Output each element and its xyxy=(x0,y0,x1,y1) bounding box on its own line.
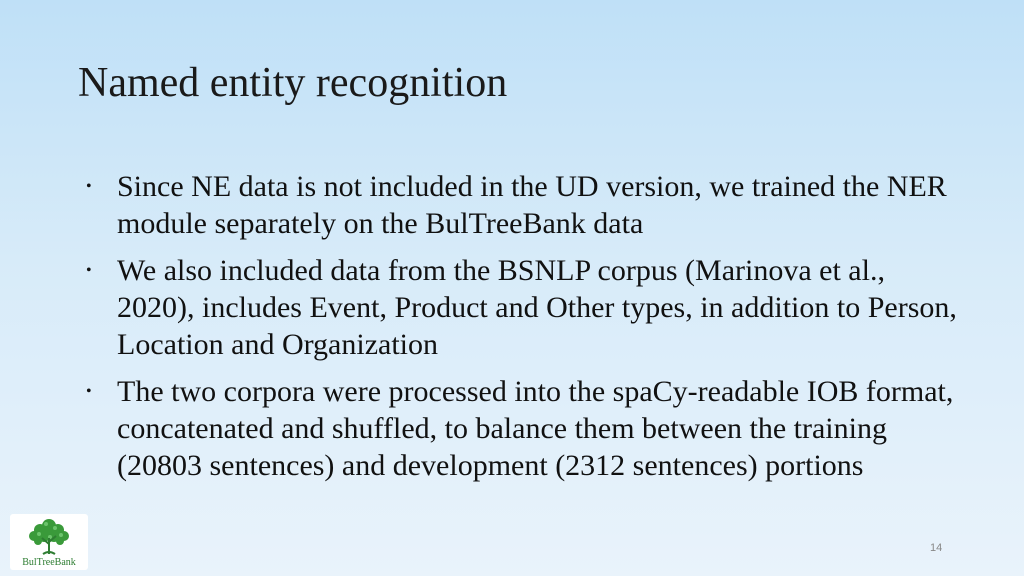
bullet-text: We also included data from the BSNLP corpus (Marinova et al., 2020), includes Event, Product and Other types, in addition to Person, Location and Organization xyxy=(117,254,957,361)
bullet-text: The two corpora were processed into the spaCy-readable IOB format, concatenated and shuffled, to balance them between the training (20803 sentences) and development (2312 sentences) portions xyxy=(117,375,954,482)
logo-text: BulTreeBank xyxy=(22,557,76,568)
slide-title: Named entity recognition xyxy=(78,60,508,106)
bullet-item xyxy=(86,373,966,484)
page-number: 14 xyxy=(930,542,943,554)
bullet-marker: • xyxy=(86,383,92,400)
bullet-list xyxy=(86,168,966,494)
bultreebank-logo xyxy=(10,514,88,570)
bullet-marker: • xyxy=(86,178,92,195)
bullet-text: Since NE data is not included in the UD version, we trained the NER module separately on the BulTreeBank data xyxy=(117,170,947,240)
bullet-item xyxy=(86,252,966,363)
bullet-item xyxy=(86,168,966,242)
tree-icon xyxy=(24,516,74,556)
bullet-marker: • xyxy=(86,262,92,279)
